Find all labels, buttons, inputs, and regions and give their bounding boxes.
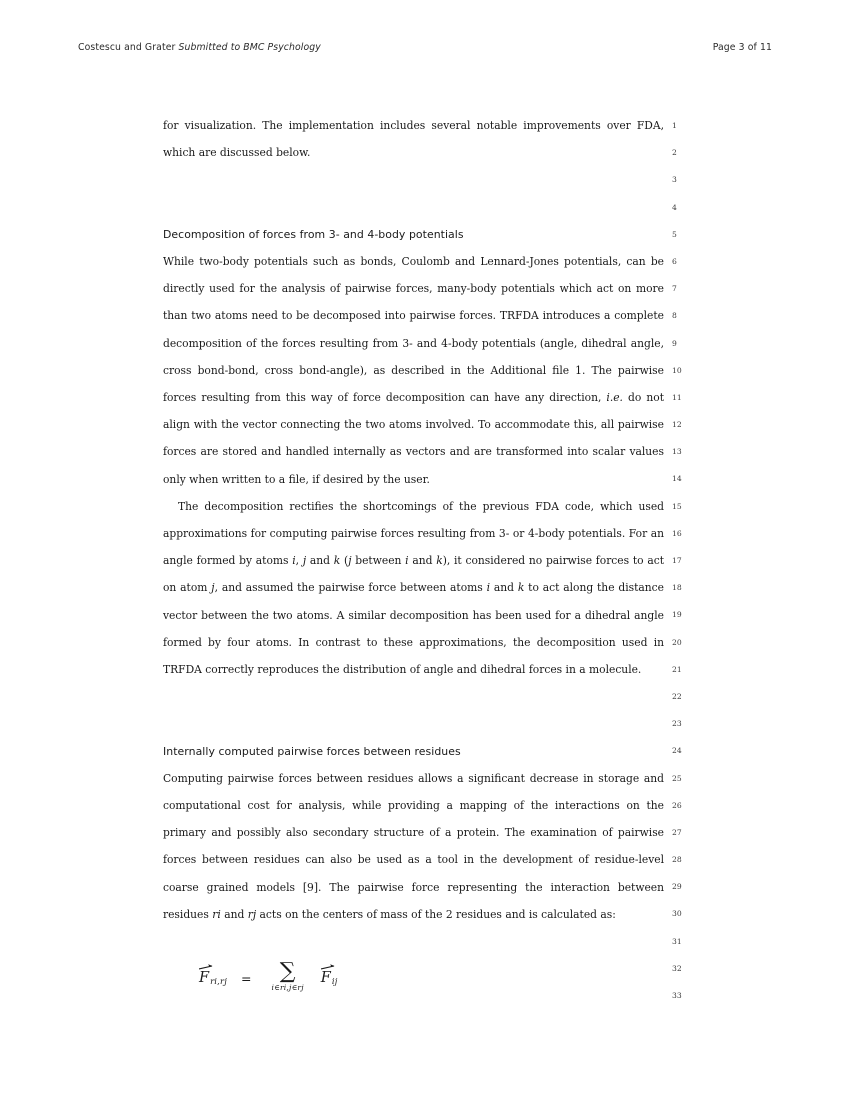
line-number: 32 — [672, 963, 682, 973]
equation-summation — [271, 959, 304, 993]
para-1b-seg-9: and — [490, 581, 518, 595]
line-number: 10 — [672, 365, 682, 375]
math-var-j-3: j — [211, 581, 215, 595]
math-var-i-3: i — [486, 581, 491, 595]
line-number: 11 — [672, 392, 682, 402]
paragraph-decomposition-2 — [163, 493, 664, 683]
line-number: 27 — [672, 827, 682, 837]
equation-sum-limits: i∈ri,j∈rj — [271, 983, 304, 993]
para-2-seg-1: Computing pairwise forces between residues allows a significant decrease in storage and computational cost for analysis, while providing a mapping of the interactions on the primary and possibly also secondary structure of a protein. The examination of pairwise forces between residues can also be used as a tool in the development of residue-level coarse grained models [9]. The pairwise force representing the interaction between residues — [163, 771, 664, 921]
para-1a-italic: i.e. — [606, 391, 623, 405]
line-number: 12 — [672, 420, 682, 430]
math-var-k: k — [333, 554, 341, 568]
para-1b-seg-10: to act along the distance vector between the two atoms. A similar decomposition has been used for a dihedral angle formed by four atoms. In contrast to these approximations, the decomposition used in TRFDA correctly reproduces the distribution of angle and dihedral forces in a molecule. — [163, 581, 664, 677]
para-1a-text: While two-body potentials such as bonds, Coulomb and Lennard-Jones potentials, can be directly used for the analysis of pairwise forces, many-body potentials which act on more than two atoms need to be decomposed into pairwise forces. TRFDA introduces a complete decomposition of the forces resulting from 3- and 4-body potentials (angle, dihedral angle, cross bond-bond, cross bond-angle), as described in the Additional file 1. The pairwise forces resulting from this way of force decomposition can have any direction, — [163, 255, 664, 405]
running-header-left — [78, 42, 321, 53]
paragraph-residues — [163, 765, 664, 928]
line-number: 28 — [672, 855, 682, 865]
para-1b-seg-6: and — [408, 554, 437, 568]
para-1b-seg-7: ), it considered no pairwise forces to act on atom — [163, 554, 664, 595]
line-number: 7 — [672, 284, 677, 294]
line-number: 16 — [672, 528, 682, 538]
section-heading-residues: Internally computed pairwise forces between residues — [163, 744, 461, 758]
line-number: 22 — [672, 691, 682, 701]
equation-relation: = — [241, 970, 252, 986]
line-number: 9 — [672, 338, 677, 348]
line-number: 30 — [672, 909, 682, 919]
para-2-seg-3: acts on the centers of mass of the 2 residues and is calculated as: — [256, 907, 616, 921]
equation-rhs-symbol: F — [320, 970, 331, 987]
header-authors: Costescu and Grater — [78, 42, 176, 53]
equation-lhs-subscript: ri,rj — [210, 976, 228, 987]
section-heading-decomposition: Decomposition of forces from 3- and 4-body potentials — [163, 227, 464, 241]
line-number-gutter — [672, 112, 698, 1009]
line-number: 8 — [672, 311, 677, 321]
spacer-before-section-1 — [163, 166, 664, 220]
header-journal: Submitted to BMC Psychology — [178, 42, 321, 53]
equation-block — [163, 955, 664, 1033]
text-column — [163, 112, 664, 1033]
para-1a-cont-text: do not align with the vector connecting the two atoms involved. To accommodate this, all pairwise forces are stored and handled internally as vectors and are transformed into scalar values only when written to a file, if desired by the user. — [163, 391, 664, 486]
line-number: 20 — [672, 637, 682, 647]
line-number: 17 — [672, 556, 682, 565]
line-number: 2 — [672, 148, 677, 158]
math-var-k-2: k — [436, 554, 443, 568]
line-number: 4 — [672, 202, 677, 212]
line-number: 29 — [672, 882, 682, 892]
line-number: 18 — [672, 583, 682, 593]
paragraph-continued-text: for visualization. The implementation includes several notable improvements over FDA, which are discussed below. — [163, 119, 664, 160]
line-number: 19 — [672, 610, 682, 620]
math-var-j-2: j — [348, 554, 352, 568]
para-1b-seg-4: ( — [340, 554, 349, 568]
para-2-seg-2: and — [220, 907, 248, 921]
para-1b-seg-1: The decomposition rectifies the shortcomings of the previous FDA code, which used approximations for computing pairwise forces resulting from 3- or 4-body potentials. For an angle formed by atoms — [163, 499, 664, 568]
math-var-k-3: k — [517, 581, 525, 595]
math-var-rj: rj — [247, 907, 257, 921]
line-number: 21 — [672, 664, 682, 674]
line-number: 13 — [672, 447, 682, 457]
para-1b-seg-3: and — [306, 554, 334, 568]
math-var-i-2: i — [405, 554, 409, 568]
line-number: 23 — [672, 719, 682, 729]
line-number: 6 — [672, 256, 677, 266]
line-number: 25 — [672, 773, 682, 783]
line-number: 14 — [672, 474, 682, 484]
paragraph-decomposition-1 — [163, 248, 664, 493]
line-number: 31 — [672, 936, 682, 946]
line-number: 5 — [672, 229, 677, 239]
running-header — [78, 42, 772, 58]
para-1b-seg-5: between — [351, 554, 406, 568]
para-1b-seg-2: , — [295, 554, 303, 568]
equation-rhs-vector-F — [320, 970, 332, 986]
equation-rhs-subscript: ij — [331, 976, 338, 987]
line-number: 15 — [672, 501, 682, 511]
para-1b-seg-8: , and assumed the pairwise force between atoms — [214, 581, 487, 595]
math-var-ri: ri — [212, 907, 221, 921]
equation-lhs-vector-F — [198, 970, 210, 986]
header-page-label: Page 3 of 11 — [712, 42, 772, 53]
line-number: 24 — [672, 746, 682, 756]
sigma-icon: ∑ — [279, 959, 296, 985]
line-number: 26 — [672, 800, 682, 810]
spacer-before-equation — [163, 928, 664, 955]
math-var-i: i — [292, 554, 296, 568]
equation-pairwise-residue-force — [198, 959, 338, 993]
line-number: 3 — [672, 175, 677, 185]
math-var-j: j — [302, 554, 307, 568]
spacer-before-section-2 — [163, 683, 664, 737]
paragraph-continued — [163, 112, 664, 166]
line-number: 33 — [672, 991, 682, 1000]
equation-lhs-symbol: F — [199, 970, 210, 987]
line-number: 1 — [672, 121, 677, 130]
